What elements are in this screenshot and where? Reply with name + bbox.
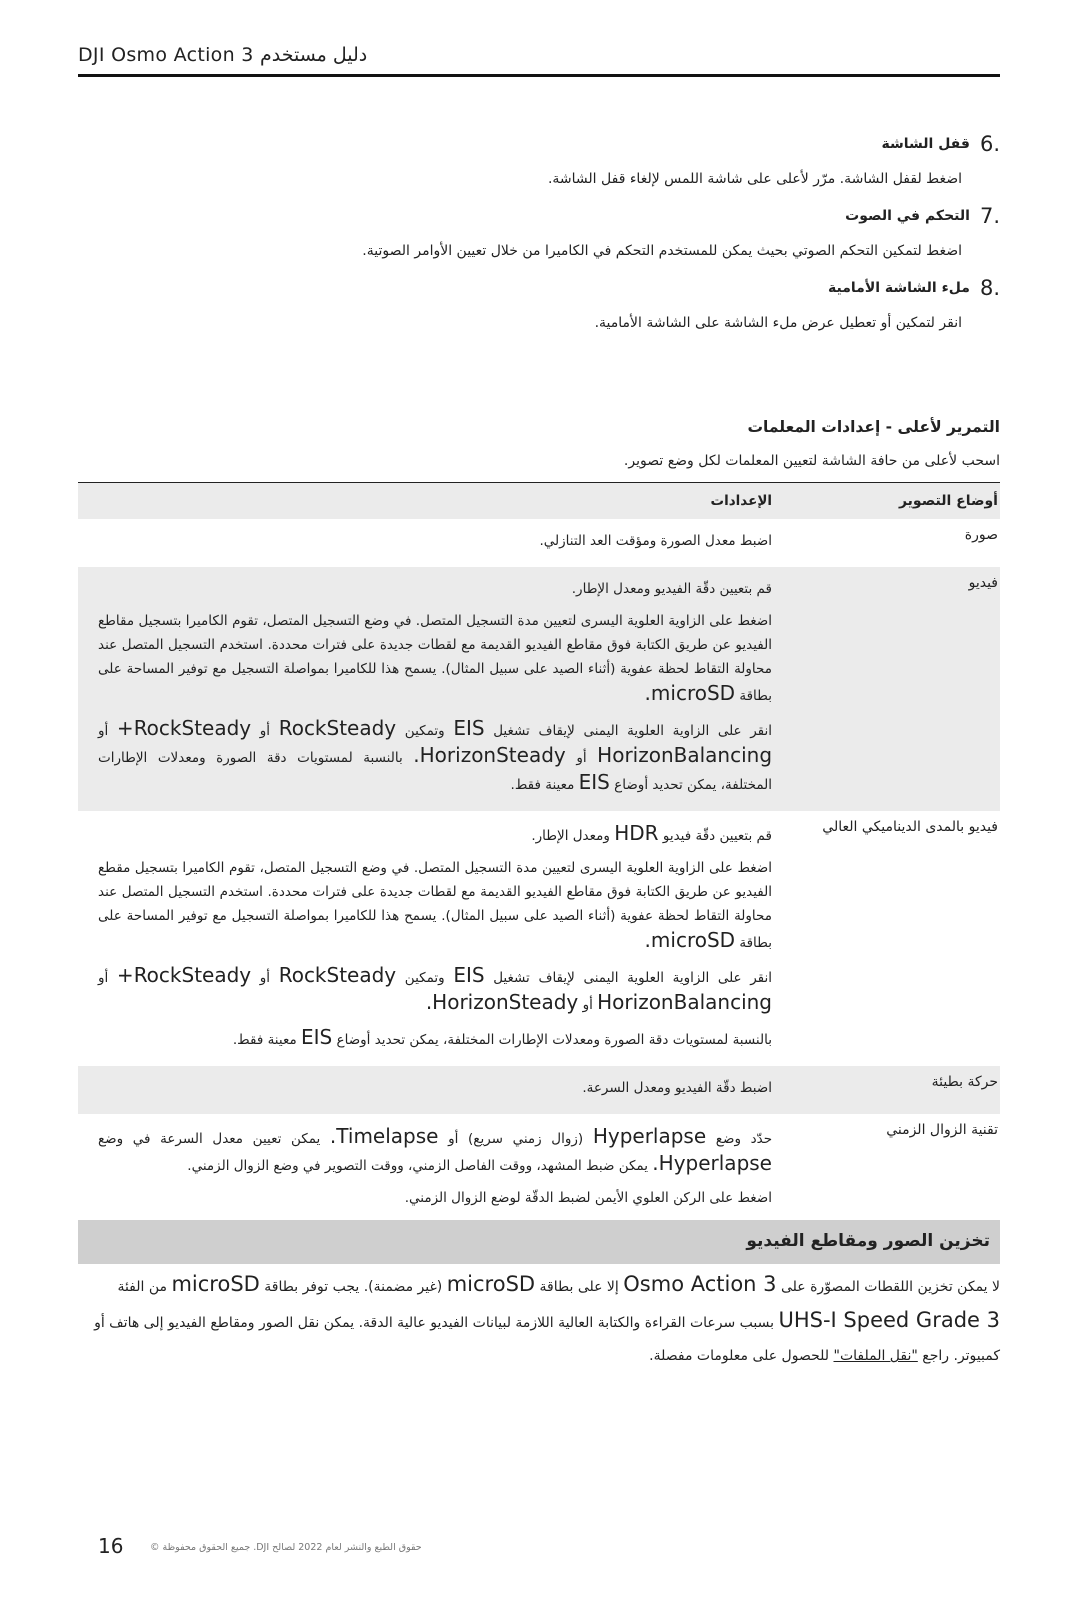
- text-run: أو: [582, 997, 593, 1013]
- item-front-fullscreen-heading: [828, 276, 1000, 300]
- term-timelapse: Timelapse.: [329, 1124, 439, 1148]
- text-run: انقر على الزاوية العلوية اليمنى لإيقاف تشغيل: [493, 723, 773, 739]
- text-run: قم بتعيين دقّة فيديو: [662, 828, 772, 844]
- file-transfer-link[interactable]: "نقل الملفات": [833, 1348, 918, 1364]
- table-row-video: [78, 567, 1000, 811]
- term-eis: EIS: [453, 716, 485, 740]
- text-run: أو: [259, 723, 271, 739]
- settings-hdr-video: [78, 811, 774, 1066]
- term-horizonbalancing: HorizonBalancing: [597, 990, 772, 1014]
- storage-paragraph: [78, 1268, 1000, 1373]
- item-number: .8: [979, 276, 1000, 300]
- text-run: بالنسبة لمستويات دقة الصورة ومعدلات الإطارات المختلفة، يمكن تحديد أوضاع: [336, 1032, 772, 1048]
- hdr-setting-loop-recording: [98, 856, 772, 955]
- settings-photo: [78, 519, 774, 567]
- term-eis: EIS: [578, 770, 610, 794]
- term-horizonsteady: HorizonSteady.: [413, 743, 566, 767]
- item-front-fullscreen-description: انقر لتمكين أو تعطيل عرض ملء الشاشة على الشاشة الأمامية.: [594, 315, 962, 331]
- item-title: التحكم في الصوت: [845, 208, 970, 224]
- hdr-setting-eis: [98, 963, 772, 1017]
- slowmo-setting-text: اضبط دقّة الفيديو ومعدل السرعة.: [582, 1080, 772, 1096]
- term-rocksteady: RockSteady: [278, 716, 397, 740]
- settings-timelapse: [78, 1114, 774, 1224]
- page-number: 16: [98, 1534, 124, 1558]
- item-voice-control-heading: [845, 204, 1000, 228]
- text-run: بسبب سرعات القراءة والكتابة العالية اللازمة لبيانات الفيديو عالية الدقة. يمكن نقل الصور ومقاطع الفيديو إلى هاتف أو كمبيوتر. راجع: [94, 1315, 1000, 1364]
- header-divider: [78, 74, 1000, 77]
- text-run: ومعدل الإطار.: [531, 828, 610, 844]
- item-number: .7: [979, 204, 1000, 228]
- hdr-loop-text: اضغط على الزاوية العلوية اليسرى لتعيين مدة التسجيل المتصل. في وضع التسجيل المتصل، تقوم الكاميرا بتسجيل مقطع الفيديو عن طريق الكتابة فوق مقاطع الفيديو القديمة مع لقطات جديدة على فترات محددة. استخدم التسجيل المتصل عند محاولة التقاط لحظة عفوية (أثناء الصيد على سبيل المثال). يسمح هذا للكاميرا بمواصلة التسجيل مع توفير المساحة على بطاقة: [98, 860, 772, 951]
- term-horizonsteady: HorizonSteady.: [425, 990, 579, 1014]
- mode-hdr-video: فيديو بالمدى الديناميكي العالي: [822, 819, 998, 835]
- table-row-photo: [78, 519, 1000, 567]
- term-osmo-action-3: Osmo Action 3: [623, 1272, 777, 1296]
- mode-slow-motion: حركة بطيئة: [931, 1074, 998, 1090]
- header-mode: أوضاع التصوير: [898, 493, 998, 509]
- storage-section-band: [78, 1220, 1000, 1264]
- term-hyperlapse: Hyperlapse.: [652, 1151, 772, 1175]
- term-rocksteady: RockSteady: [278, 963, 397, 987]
- video-setting-eis: [98, 716, 772, 797]
- text-run: يمكن تعيين معدل السرعة في وضع: [98, 1131, 321, 1147]
- text-run: وتمكين: [404, 970, 445, 986]
- mode-timelapse: تقنية الزوال الزمني: [886, 1122, 998, 1138]
- timelapse-setting-mode: [98, 1124, 772, 1178]
- timelapse-setting-resolution: اضغط على الركن العلوي الأيمن لضبط الدقّة لوضع الزوال الزمني.: [404, 1190, 772, 1206]
- storage-section-title: تخزين الصور ومقاطع الفيديو: [746, 1231, 990, 1251]
- item-screen-lock-heading: [882, 132, 1001, 156]
- video-setting-loop-recording: [98, 609, 772, 708]
- table-header-row: [78, 483, 1000, 519]
- term-hdr: HDR: [614, 821, 659, 845]
- text-run: للحصول على معلومات مفصلة.: [649, 1348, 830, 1364]
- term-horizonbalancing: HorizonBalancing: [597, 743, 773, 767]
- term-uhs-speed-grade: UHS-I Speed Grade 3: [778, 1308, 1000, 1332]
- text-run: معينة فقط.: [510, 777, 575, 793]
- table-row-timelapse: [78, 1114, 1000, 1224]
- text-run: (غير مضمنة). يجب توفر بطاقة: [264, 1279, 443, 1295]
- video-setting-resolution: قم بتعيين دقّة الفيديو ومعدل الإطار.: [571, 581, 772, 597]
- text-run: أو: [259, 970, 271, 986]
- term-microsd: microSD: [446, 1272, 536, 1296]
- item-title: ملء الشاشة الأمامية: [828, 280, 970, 296]
- item-voice-control-description: اضغط لتمكين التحكم الصوتي بحيث يمكن للمستخدم التحكم في الكاميرا من خلال تعيين الأوامر الصوتية.: [362, 243, 962, 259]
- video-loop-microsd: microSD.: [644, 681, 736, 705]
- header-title: DJI Osmo Action 3 دليل مستخدم: [78, 44, 368, 66]
- term-eis: EIS: [453, 963, 485, 987]
- header-settings: الإعدادات: [710, 493, 772, 509]
- term-rocksteady-plus: RockSteady+: [116, 963, 252, 987]
- term-rocksteady-plus: RockSteady+: [116, 716, 252, 740]
- table-row-hdr-video: [78, 811, 1000, 1066]
- settings-slow-motion: [78, 1066, 774, 1114]
- video-loop-text: اضغط على الزاوية العلوية اليسرى لتعيين مدة التسجيل المتصل. في وضع التسجيل المتصل، تقوم الكاميرا بتسجيل مقاطع الفيديو عن طريق الكتابة فوق مقاطع الفيديو القديمة مع لقطات جديدة على فترات محددة. استخدم التسجيل المتصل عند محاولة التقاط لحظة عفوية (أثناء الصيد على سبيل المثال). يسمح هذا للكاميرا بمواصلة التسجيل مع توفير المساحة على بطاقة: [98, 613, 772, 704]
- hdr-setting-eis-note: [98, 1025, 772, 1052]
- text-run: وتمكين: [404, 723, 445, 739]
- mode-video: فيديو: [968, 575, 998, 591]
- settings-table: [78, 482, 1000, 1225]
- text-run: معينة فقط.: [232, 1032, 297, 1048]
- photo-setting-text: اضبط معدل الصورة ومؤقت العد التنازلي.: [539, 533, 772, 549]
- mode-photo: صورة: [964, 527, 998, 543]
- hdr-setting-resolution: [98, 821, 772, 848]
- text-run: إلا على بطاقة: [539, 1279, 619, 1295]
- section-title: التمرير لأعلى - إعدادات المعلمات: [747, 418, 1000, 436]
- text-run: حدّد وضع: [715, 1131, 773, 1147]
- text-run: أو: [98, 723, 109, 739]
- item-title: قفل الشاشة: [881, 136, 970, 152]
- item-number: .6: [979, 132, 1000, 156]
- term-eis: EIS: [301, 1025, 333, 1049]
- text-run: (زوال زمني سريع) أو: [448, 1131, 584, 1147]
- section-intro: اسحب لأعلى من حافة الشاشة لتعيين المعلمات لكل وضع تصوير.: [623, 453, 1000, 469]
- copyright-notice: حقوق الطبع والنشر لعام 2022 لصالح DJI. جميع الحقوق محفوظة ©: [150, 1542, 422, 1553]
- hdr-loop-microsd: microSD.: [644, 928, 736, 952]
- text-run: انقر على الزاوية العلوية اليمنى لإيقاف تشغيل: [493, 970, 773, 986]
- text-run: من الفئة: [117, 1279, 168, 1295]
- text-run: لا يمكن تخزين اللقطات المصوّرة على: [780, 1279, 1000, 1295]
- text-run: أو: [98, 970, 109, 986]
- item-screen-lock-description: اضغط لقفل الشاشة. مرّر لأعلى على شاشة اللمس لإلغاء قفل الشاشة.: [547, 171, 962, 187]
- text-run: يمكن ضبط المشهد، ووقت الفاصل الزمني، ووقت التصوير في وضع الزوال الزمني.: [187, 1158, 648, 1174]
- document-header: [78, 44, 1000, 74]
- term-microsd: microSD: [171, 1272, 260, 1296]
- settings-video: [78, 567, 774, 811]
- text-run: أو: [576, 750, 587, 766]
- table-row-slow-motion: [78, 1066, 1000, 1114]
- text-run: بالنسبة لمستويات دقة الصورة ومعدلات الإطارات المختلفة، يمكن تحديد أوضاع: [98, 750, 772, 793]
- term-hyperlapse: Hyperlapse: [592, 1124, 707, 1148]
